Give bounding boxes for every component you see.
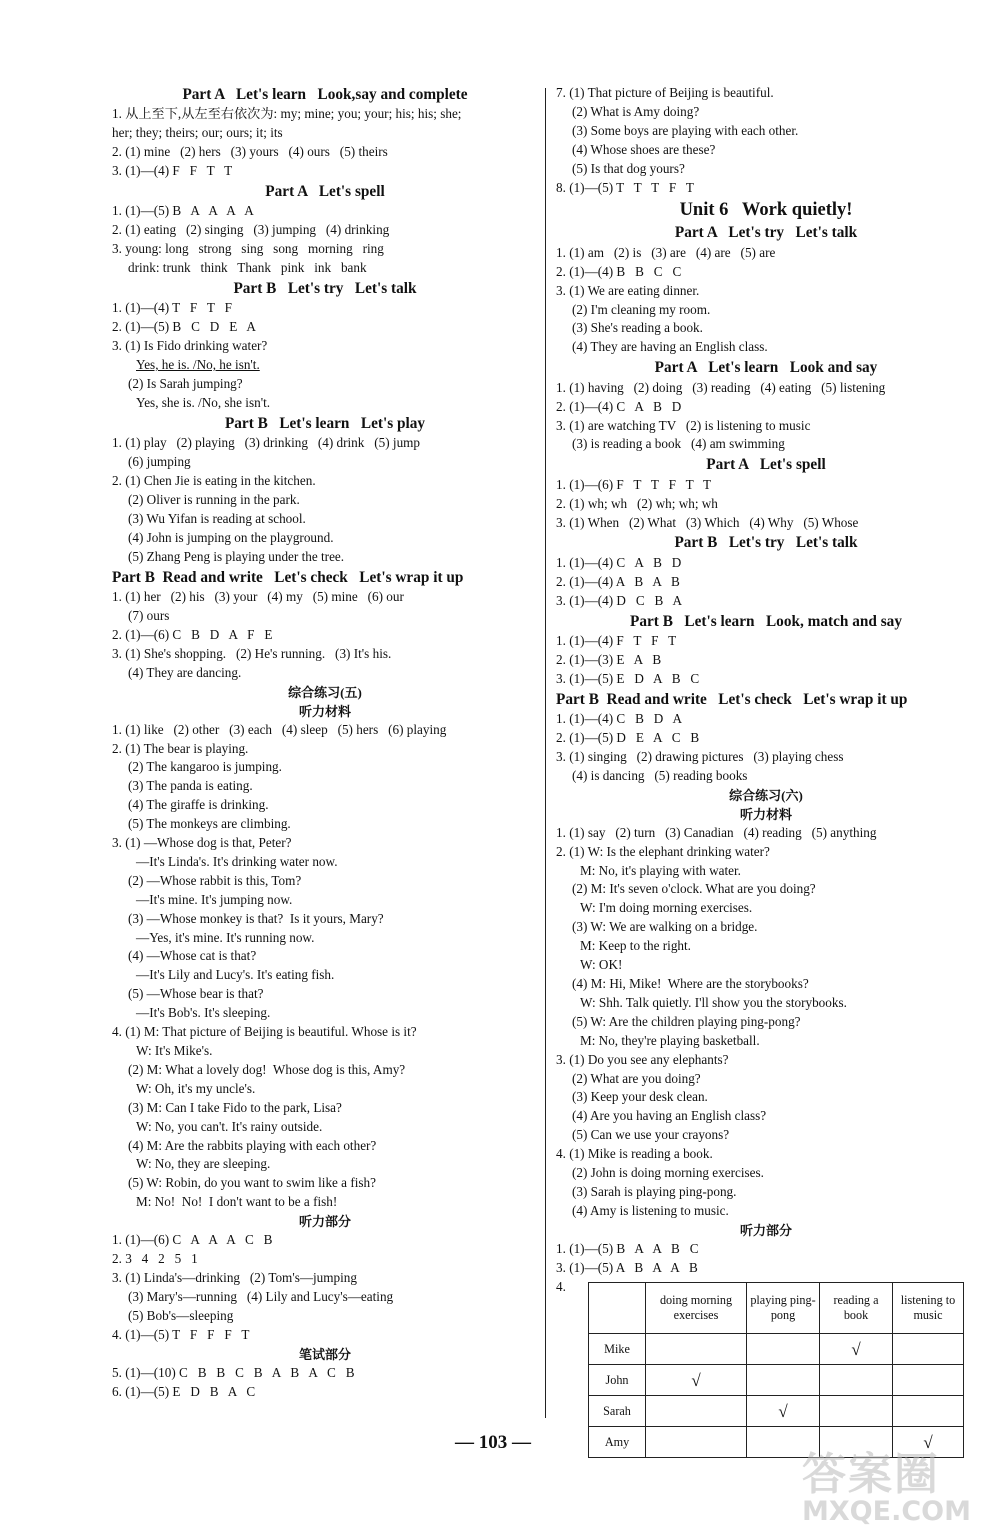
answer-line: 2. (1)—(4) A B A B: [556, 573, 680, 589]
answer-line: (5) —Whose bear is that?: [128, 986, 264, 1002]
answer-line: (3) is reading a book (4) am swimming: [572, 436, 785, 452]
table-row: [589, 1334, 964, 1365]
answer-line: (7) ours: [128, 607, 170, 623]
table-check-cell: √: [820, 1334, 893, 1365]
answer-line: 5. (1)—(10) C B B C B A B A C B: [112, 1364, 355, 1380]
table-header-cell: reading a book: [820, 1283, 893, 1334]
answer-line: 3. (1) We are eating dinner.: [556, 282, 700, 298]
table-row: [589, 1396, 964, 1427]
table-row-name: John: [589, 1365, 646, 1396]
answer-line: 1. (1)—(6) C A A A C B: [112, 1232, 273, 1248]
answer-line: W: I'm doing morning exercises.: [580, 900, 753, 916]
answer-line: 2. (1) Chen Jie is eating in the kitchen.: [112, 473, 316, 489]
answer-line: (4) The giraffe is drinking.: [128, 797, 269, 813]
answer-line: 3. (1) —Whose dog is that, Peter?: [112, 835, 292, 851]
section-heading: Part A Let's learn Look and say: [654, 359, 878, 377]
table-check-cell: [893, 1365, 964, 1396]
table-check-cell: √: [646, 1365, 747, 1396]
section-heading: Part B Let's learn Let's play: [224, 414, 426, 432]
table-check-cell: [893, 1396, 964, 1427]
section-heading: Part B Let's try Let's talk: [233, 280, 417, 298]
answer-line: (4) They are having an English class.: [572, 339, 768, 355]
answer-line: 3. (1) are watching TV (2) is listening to music: [556, 417, 811, 433]
answer-line: (3) Mary's—running (4) Lily and Lucy's—eating: [128, 1288, 394, 1304]
section-heading: Part A Let's spell: [265, 183, 385, 201]
answer-line: (4) Are you having an English class?: [572, 1108, 767, 1124]
answer-line: (3) Keep your desk clean.: [572, 1089, 708, 1105]
answer-line: (2) John is doing morning exercises.: [572, 1165, 764, 1181]
answer-line: 1. (1) play (2) playing (3) drinking (4) drink (5) jump: [112, 435, 421, 451]
answer-line: 3. (1)—(4) F F T T: [112, 163, 233, 179]
answer-line: W: OK!: [580, 957, 623, 973]
answer-line: (3) The panda is eating.: [128, 778, 253, 794]
table-check-cell: √: [747, 1396, 820, 1427]
answer-line: (5) Zhang Peng is playing under the tree.: [128, 548, 345, 564]
answer-line: (3) Sarah is playing ping-pong.: [572, 1183, 737, 1199]
table-check-cell: [747, 1365, 820, 1396]
answer-line: (5) W: Robin, do you want to swim like a fish?: [128, 1175, 376, 1191]
section-heading: Part A Let's spell: [706, 456, 826, 474]
answer-line: W: Shh. Talk quietly. I'll show you the storybooks.: [580, 994, 847, 1010]
section-heading: Part A Let's learn Look,say and complete: [182, 86, 468, 103]
answer-line: 1. (1) like (2) other (3) each (4) sleep (5) hers (6) playing: [112, 721, 447, 737]
answer-line: (5) W: Are the children playing ping-pong?: [572, 1013, 801, 1029]
table-header-cell: playing ping-pong: [747, 1283, 820, 1334]
answer-line: (5) Can we use your crayons?: [572, 1127, 730, 1143]
answer-line: 3. (1) Is Fido drinking water?: [112, 338, 268, 354]
answer-line: M: No! No! I don't want to be a fish!: [136, 1194, 338, 1210]
table-header-cell: doing morning exercises: [646, 1283, 747, 1334]
table-row-name: Mike: [589, 1334, 646, 1365]
answer-line: (4) M: Hi, Mike! Where are the storybooks?: [572, 975, 809, 991]
answer-line: 3. (1) She's shopping. (2) He's running. (3) It's his.: [112, 645, 392, 661]
answer-line: 1. (1) her (2) his (3) your (4) my (5) mine (6) our: [112, 589, 404, 605]
table-check-cell: [646, 1334, 747, 1365]
subheading: 综合练习(五): [288, 684, 362, 700]
answer-line: 1. (1)—(5) B A A B C: [556, 1240, 699, 1256]
answer-line: —It's Lily and Lucy's. It's eating fish.: [136, 967, 335, 983]
answer-line: M: No, they're playing basketball.: [580, 1032, 760, 1048]
answer-line: 1. (1)—(4) C A B D: [556, 554, 682, 570]
answer-line: 7. (1) That picture of Beijing is beautiful.: [556, 85, 774, 100]
section-heading: Part B Let's learn Look, match and say: [630, 612, 902, 630]
subheading: 听力部分: [298, 1214, 351, 1230]
answer-line: 2. (1)—(3) E A B: [556, 651, 662, 667]
table-check-cell: [893, 1334, 964, 1365]
answer-line: (2) What are you doing?: [572, 1070, 701, 1086]
answer-line: 1. (1) am (2) is (3) are (4) are (5) are: [556, 244, 776, 260]
answer-line: (4) They are dancing.: [128, 664, 242, 680]
answer-line: M: Keep to the right.: [580, 938, 691, 954]
answer-line: 2. (1)—(4) C A B D: [556, 398, 682, 414]
answer-line: her; they; theirs; our; ours; it; its: [112, 125, 283, 141]
answer-line: (2) Oliver is running in the park.: [128, 492, 300, 508]
answer-line: (2) Is Sarah jumping?: [128, 376, 243, 392]
answer-line: —It's Bob's. It's sleeping.: [136, 1005, 271, 1021]
answer-line: W: No, you can't. It's rainy outside.: [136, 1118, 323, 1134]
watermark-line2: MXQE.COM: [802, 1496, 971, 1527]
answer-line: (2) —Whose rabbit is this, Tom?: [128, 872, 302, 888]
answer-line: 3. (1)—(5) E D A B C: [556, 670, 700, 686]
answer-line: (4) M: Are the rabbits playing with each other?: [128, 1137, 377, 1153]
answer-line: 4. (1)—(5) T F F F T: [112, 1326, 250, 1342]
answer-line: M: No, it's playing with water.: [580, 862, 741, 878]
answer-line: (5) Is that dog yours?: [572, 160, 685, 176]
subheading: 听力部分: [739, 1222, 792, 1238]
column-divider: [545, 88, 546, 1418]
section-heading: Unit 6 Work quietly!: [679, 200, 853, 221]
answer-line: 3. young: long strong sing song morning ring: [112, 241, 384, 257]
answer-line: 3. (1) Linda's—drinking (2) Tom's—jumping: [112, 1269, 357, 1285]
section-heading: Part B Read and write Let's check Let's wrap it up: [112, 568, 464, 586]
answer-line: 3. (1) singing (2) drawing pictures (3) playing chess: [556, 748, 844, 764]
answer-line: (4) Amy is listening to music.: [572, 1202, 729, 1218]
answer-line: (4) is dancing (5) reading books: [572, 767, 748, 783]
answer-line: W: Oh, it's my uncle's.: [136, 1080, 256, 1096]
answer-line: 2. (1)—(6) C B D A F E: [112, 626, 273, 642]
answer-line: 2. (1) wh; wh (2) wh; wh; wh: [556, 495, 718, 511]
answer-line: 4. (1) M: That picture of Beijing is beautiful. Whose is it?: [112, 1024, 417, 1040]
answer-line: 1. (1) having (2) doing (3) reading (4) eating (5) listening: [556, 379, 886, 395]
subheading: 综合练习(六): [729, 787, 803, 803]
watermark-logo: [802, 1438, 972, 1526]
table-check-cell: [820, 1365, 893, 1396]
answer-line: 2. (1)—(5) B C D E A: [112, 319, 256, 335]
answer-line: (6) jumping: [128, 454, 191, 470]
answer-line: (3) Wu Yifan is reading at school.: [128, 510, 306, 526]
answer-line: 6. (1)—(5) E D B A C: [112, 1383, 256, 1399]
section-heading: Part B Let's try Let's talk: [674, 534, 858, 552]
answer-line: 1. (1)—(4) C B D A: [556, 711, 683, 727]
table-row-name: Amy: [589, 1427, 646, 1458]
answer-line: 3. (1)—(4) D C B A: [556, 592, 683, 608]
answer-line: 2. (1) eating (2) singing (3) jumping (4) drinking: [112, 222, 390, 238]
answer-line: —It's mine. It's jumping now.: [136, 891, 293, 907]
table-header-cell: [589, 1283, 646, 1334]
answer-line: 2. (1) W: Is the elephant drinking water?: [556, 843, 770, 859]
right-column: [556, 84, 976, 1458]
table-question-number: 4.: [556, 1278, 566, 1294]
answer-line: —It's Linda's. It's drinking water now.: [136, 853, 338, 869]
answer-line: 3. (1) When (2) What (3) Which (4) Why (5) Whose: [556, 514, 859, 530]
answer-line: Yes, he is. /No, he isn't.: [136, 357, 260, 373]
section-heading: Part B Read and write Let's check Let's wrap it up: [556, 690, 908, 708]
answer-line: 3. (1) Do you see any elephants?: [556, 1051, 729, 1067]
answer-line: (4) John is jumping on the playground.: [128, 529, 334, 545]
answer-line: 1. (1)—(6) F T T F T T: [556, 476, 712, 492]
answer-line: (2) I'm cleaning my room.: [572, 301, 711, 317]
answer-line: (3) Some boys are playing with each other.: [572, 122, 799, 138]
answer-line: (2) M: It's seven o'clock. What are you doing?: [572, 881, 816, 897]
table-row-name: Sarah: [589, 1396, 646, 1427]
answer-line: (3) —Whose monkey is that? Is it yours, Mary?: [128, 910, 384, 926]
answer-line: 2. (1)—(4) B B C C: [556, 263, 682, 279]
answer-line: (5) The monkeys are climbing.: [128, 816, 291, 832]
answer-line: 1. (1) say (2) turn (3) Canadian (4) reading (5) anything: [556, 824, 877, 840]
answer-line: (5) Bob's—sleeping: [128, 1307, 234, 1323]
subheading: 听力材料: [739, 806, 792, 822]
answer-line: 1. 从上至下,从左至右依次为: my; mine; you; your; his; his; she;: [112, 106, 462, 122]
section-heading: Part A Let's try Let's talk: [674, 224, 858, 242]
page-number: — 103 —: [455, 1432, 531, 1453]
table-header-row: [589, 1283, 964, 1334]
table-header-cell: listening to music: [893, 1283, 964, 1334]
answer-line: (3) She's reading a book.: [572, 320, 703, 336]
answer-line: (3) W: We are walking on a bridge.: [572, 919, 758, 935]
answer-line: 2. (1) mine (2) hers (3) yours (4) ours (5) theirs: [112, 144, 388, 160]
table-check-cell: √: [893, 1427, 964, 1458]
table-row: [589, 1365, 964, 1396]
table-check-cell: [747, 1334, 820, 1365]
answer-line: 1. (1)—(4) F T F T: [556, 632, 677, 648]
left-column: [112, 84, 538, 1401]
answer-line: (2) The kangaroo is jumping.: [128, 759, 282, 775]
table-check-cell: [646, 1396, 747, 1427]
answer-line: 1. (1)—(5) B A A A A: [112, 203, 254, 219]
answer-line: (2) What is Amy doing?: [572, 103, 700, 119]
answer-line: 2. 3 4 2 5 1: [112, 1251, 198, 1267]
answer-line: Yes, she is. /No, she isn't.: [136, 395, 271, 410]
answer-line: 2. (1)—(5) D E A C B: [556, 730, 700, 745]
answer-line: drink: trunk think Thank pink ink bank: [128, 260, 367, 276]
answer-line: —Yes, it's mine. It's running now.: [136, 929, 315, 945]
subheading: 笔试部分: [298, 1346, 351, 1362]
right-column-lines: [556, 84, 976, 1278]
answer-line: W: No, they are sleeping.: [136, 1156, 271, 1172]
answer-line: W: It's Mike's.: [136, 1043, 213, 1058]
table-check-cell: [820, 1396, 893, 1427]
answer-line: 3. (1)—(5) A B A A B: [556, 1259, 698, 1275]
answer-line: 2. (1) The bear is playing.: [112, 740, 249, 756]
answer-line: (2) M: What a lovely dog! Whose dog is this, Amy?: [128, 1061, 406, 1077]
answer-line: 4. (1) Mike is reading a book.: [556, 1146, 713, 1162]
answer-line: 8. (1)—(5) T T T F T: [556, 179, 694, 195]
answer-line: (3) M: Can I take Fido to the park, Lisa?: [128, 1099, 342, 1115]
watermark-line1: 答案圈: [802, 1449, 940, 1500]
subheading: 听力材料: [298, 703, 351, 719]
answer-line: (4) —Whose cat is that?: [128, 948, 257, 964]
answer-line: (4) Whose shoes are these?: [572, 141, 716, 157]
answer-line: 1. (1)—(4) T F T F: [112, 300, 232, 316]
